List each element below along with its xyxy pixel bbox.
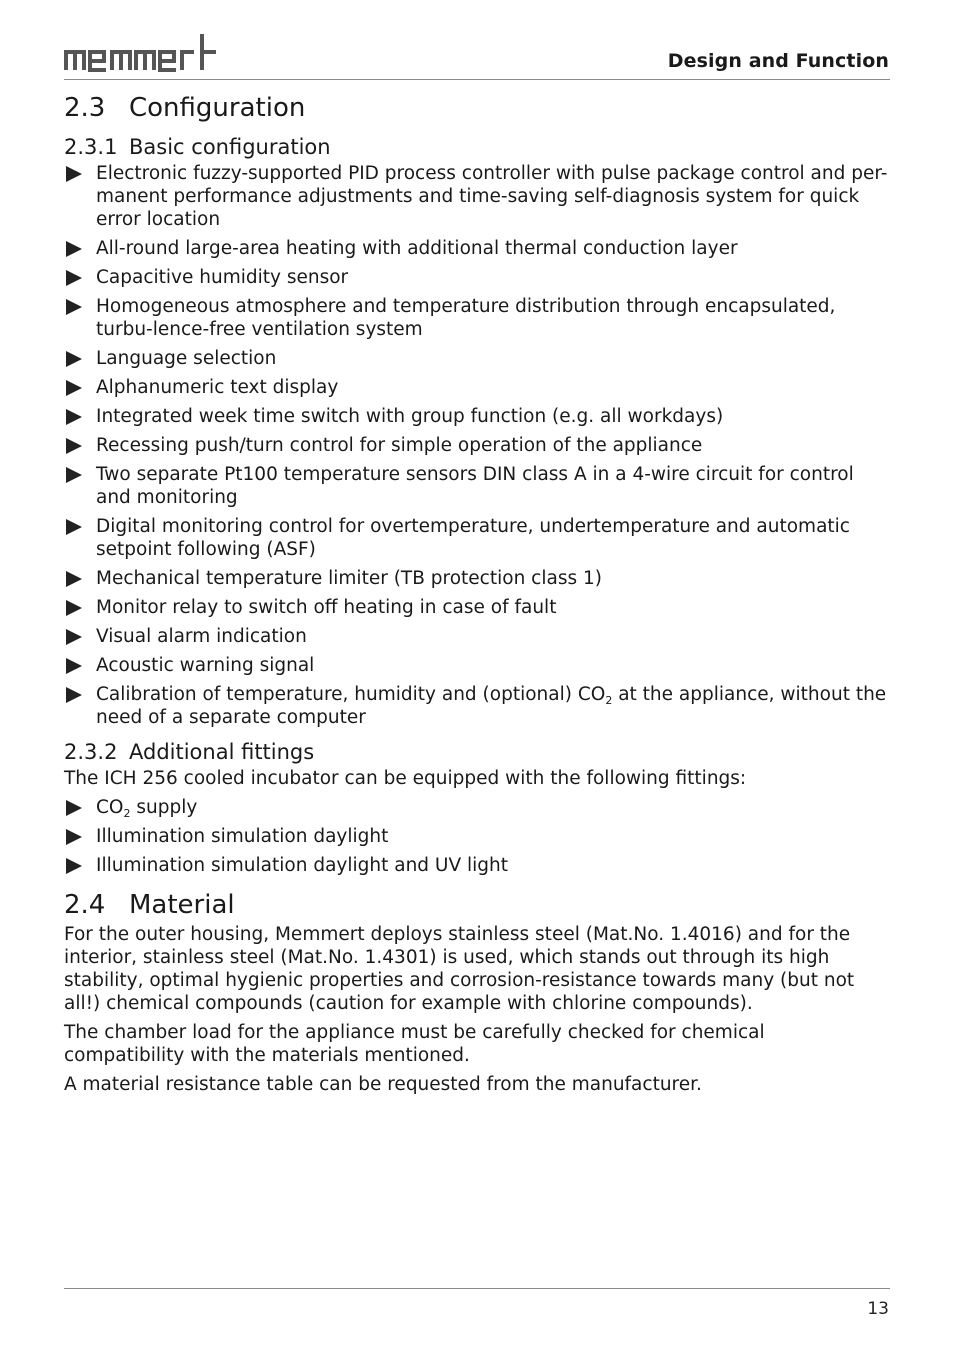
bullet-arrow-icon	[66, 829, 82, 845]
bullet-arrow-icon	[66, 571, 82, 587]
list-item: Capacitive humidity sensor	[64, 266, 890, 289]
list-item: Mechanical temperature limiter (TB protection class 1)	[64, 567, 890, 590]
heading-title: Material	[129, 890, 235, 920]
list-item: Digital monitoring control for overtemperature, undertemperature and automatic setpoint following (ASF)	[64, 515, 890, 561]
list-item: Monitor relay to switch off heating in case of fault	[64, 596, 890, 619]
list-item: Illumination simulation daylight	[64, 825, 890, 848]
list-item: Language selection	[64, 347, 890, 370]
list-item: All-round large-area heating with additional thermal conduction layer	[64, 237, 890, 260]
bullet-arrow-icon	[66, 658, 82, 674]
bullet-arrow-icon	[66, 858, 82, 874]
list-item-calibration: Calibration of temperature, humidity and (optional) $CO_2$ at the appliance, without the need of a separate computer	[64, 683, 890, 729]
list-item: Recessing push/turn control for simple operation of the appliance	[64, 434, 890, 457]
list-item: Two separate Pt100 temperature sensors DIN class A in a 4-wire circuit for control and monitoring	[64, 463, 890, 509]
bullet-arrow-icon	[66, 409, 82, 425]
list-item: Visual alarm indication	[64, 625, 890, 648]
material-paragraph: The chamber load for the appliance must be carefully checked for chemical compatibility with the materials mentioned.	[64, 1022, 765, 1066]
heading-number: 2.4	[64, 890, 106, 920]
heading-title: Additional fittings	[129, 740, 315, 764]
list-item: Integrated week time switch with group function (e.g. all workdays)	[64, 405, 890, 428]
heading-2-3-2	[64, 737, 890, 767]
bullet-arrow-icon	[66, 519, 82, 535]
bullet-arrow-icon	[66, 270, 82, 286]
bullet-arrow-icon	[66, 467, 82, 483]
page-content	[64, 90, 890, 1102]
bullet-arrow-icon	[66, 800, 82, 816]
heading-2-4	[64, 887, 890, 923]
header-divider	[64, 79, 890, 80]
footer-divider	[64, 1288, 890, 1289]
heading-title: Configuration	[129, 93, 306, 123]
heading-2-3	[64, 90, 890, 126]
list-item: Acoustic warning signal	[64, 654, 890, 677]
bullet-arrow-icon	[66, 299, 82, 315]
memmert-logo	[64, 32, 216, 72]
bullet-arrow-icon	[66, 438, 82, 454]
page-number: 13	[867, 1299, 889, 1319]
bullet-arrow-icon	[66, 600, 82, 616]
list-item: Alphanumeric text display	[64, 376, 890, 399]
heading-number: 2.3	[64, 93, 106, 123]
list-item: Homogeneous atmosphere and temperature distribution through encapsulated, turbu-lence-free ventilation system	[64, 295, 890, 341]
bullet-arrow-icon	[66, 166, 82, 182]
material-paragraph: A material resistance table can be requested from the manufacturer.	[64, 1074, 702, 1095]
heading-title: Basic configuration	[129, 135, 331, 159]
bullet-arrow-icon	[66, 241, 82, 257]
list-item: Electronic fuzzy-supported PID process controller with pulse package control and per-manent performance adjustments and time-saving self-diagnosis system for quick error location	[64, 162, 890, 231]
bullet-arrow-icon	[66, 629, 82, 645]
bullet-arrow-icon	[66, 687, 82, 703]
bullet-arrow-icon	[66, 380, 82, 396]
basic-configuration-list	[64, 162, 890, 729]
bullet-arrow-icon	[66, 351, 82, 367]
material-paragraph: For the outer housing, Memmert deploys stainless steel (Mat.No. 1.4016) and for the interior, stainless steel (Mat.No. 1.4301) is used, which stands out through its high stability, optimal hygienic properties and corrosion-resistance towards many (but not all!) chemical compounds (caution for example with chlorine compounds).	[64, 924, 855, 1014]
list-item: Illumination simulation daylight and UV light	[64, 854, 890, 877]
fittings-intro: The ICH 256 cooled incubator can be equipped with the following fittings:	[64, 768, 747, 789]
heading-number: 2.3.2	[64, 740, 118, 764]
heading-2-3-1	[64, 132, 890, 162]
heading-number: 2.3.1	[64, 135, 118, 159]
additional-fittings-list	[64, 796, 890, 877]
list-item-co2: $CO_2$ supply	[64, 796, 890, 819]
header-section-title: Design and Function	[667, 50, 889, 72]
